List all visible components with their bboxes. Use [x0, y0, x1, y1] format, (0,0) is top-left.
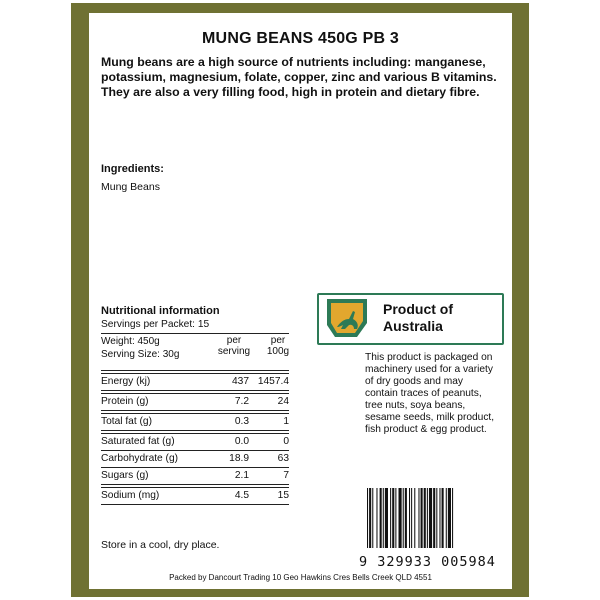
row-label: Carbohydrate (g) [101, 453, 179, 464]
row-per100: 24 [277, 396, 289, 407]
table-row [101, 414, 289, 431]
row-serving: 4.5 [234, 490, 249, 501]
barcode-bar [448, 488, 451, 548]
barcode-bar [427, 488, 428, 548]
product-of-australia-badge [317, 293, 504, 345]
row-per100: 0 [283, 436, 289, 447]
barcode-bar [452, 488, 453, 548]
row-per100: 1 [283, 416, 289, 427]
row-label: Saturated fat (g) [101, 436, 175, 447]
kangaroo-logo-icon [327, 299, 367, 337]
packed-by-text: Packed by Dancourt Trading 10 Geo Hawkins Cres Bells Creek QLD 4551 [169, 573, 432, 582]
table-row [101, 488, 289, 505]
ingredients-heading: Ingredients: [101, 163, 164, 175]
barcode-bar [414, 488, 415, 548]
badge-line1: Product of [383, 301, 453, 317]
barcode-number: 9 329933 005984 [359, 554, 496, 570]
weight-text: Weight: 450g [101, 336, 160, 347]
nutrition-header-row [101, 334, 289, 371]
barcode-bar [405, 488, 407, 548]
barcode-bar [436, 488, 437, 548]
barcode-bar [439, 488, 440, 548]
row-label: Sodium (mg) [101, 490, 160, 501]
barcode-bar [392, 488, 394, 548]
row-serving: 2.1 [234, 470, 249, 481]
barcode-bar [385, 488, 388, 548]
storage-instructions: Store in a cool, dry place. [101, 539, 220, 551]
barcode-bar [376, 488, 377, 548]
barcode-bar [390, 488, 391, 548]
product-title: MUNG BEANS 450G PB 3 [202, 30, 399, 47]
barcode-bar [367, 488, 368, 548]
barcode-bar [380, 488, 382, 548]
table-row [101, 374, 289, 391]
product-label [89, 13, 512, 589]
barcode [365, 488, 500, 548]
barcode-bar [372, 488, 373, 548]
servings-per-packet: Servings per Packet: 15 [101, 319, 210, 330]
barcode-bar [421, 488, 423, 548]
barcode-bar [369, 488, 371, 548]
row-serving: 0.3 [234, 416, 249, 427]
barcode-bar [403, 488, 404, 548]
barcode-bar [411, 488, 412, 548]
table-row [101, 434, 289, 451]
barcode-bar [424, 488, 426, 548]
table-row [101, 468, 289, 485]
servings-row [101, 319, 289, 334]
col-per-100g: per 100g [266, 335, 290, 357]
row-label: Protein (g) [101, 396, 149, 407]
barcode-bar [399, 488, 402, 548]
nutrition-heading: Nutritional information [101, 305, 220, 317]
row-per100: 63 [277, 453, 289, 464]
row-per100: 7 [283, 470, 289, 481]
col-per-serving: per serving [217, 335, 251, 357]
barcode-bar [418, 488, 419, 548]
row-per100: 1457.4 [257, 376, 289, 387]
barcode-bar [442, 488, 444, 548]
row-label: Sugars (g) [101, 470, 149, 481]
allergen-statement: This product is packaged on machinery used for a variety of dry goods and may contain traces of peanuts, tree nuts, soya beans, sesame seeds, milk product, fish product & egg product. [365, 352, 495, 435]
serving-size-text: Serving Size: 30g [101, 349, 180, 360]
barcode-bar [395, 488, 396, 548]
row-per100: 15 [277, 490, 289, 501]
row-label: Total fat (g) [101, 416, 152, 427]
row-label: Energy (kj) [101, 376, 151, 387]
table-row [101, 451, 289, 468]
barcode-bar [446, 488, 447, 548]
badge-text [383, 301, 453, 335]
product-description: Mung beans are a high source of nutrients including: manganese, potassium, magnesium, folate, copper, zinc and various B vitamins. They are also a very filling food, high in protein and dietary fibre. [101, 55, 497, 99]
table-row [101, 394, 289, 411]
nutrition-table [101, 319, 289, 505]
row-serving: 0.0 [234, 436, 249, 447]
badge-line2: Australia [383, 318, 443, 334]
ingredients-value: Mung Beans [101, 181, 160, 193]
row-serving: 7.2 [234, 396, 249, 407]
row-serving: 437 [232, 376, 249, 387]
barcode-bar [433, 488, 435, 548]
barcode-bar [429, 488, 432, 548]
barcode-bar [383, 488, 384, 548]
barcode-bar [409, 488, 410, 548]
row-serving: 18.9 [229, 453, 249, 464]
